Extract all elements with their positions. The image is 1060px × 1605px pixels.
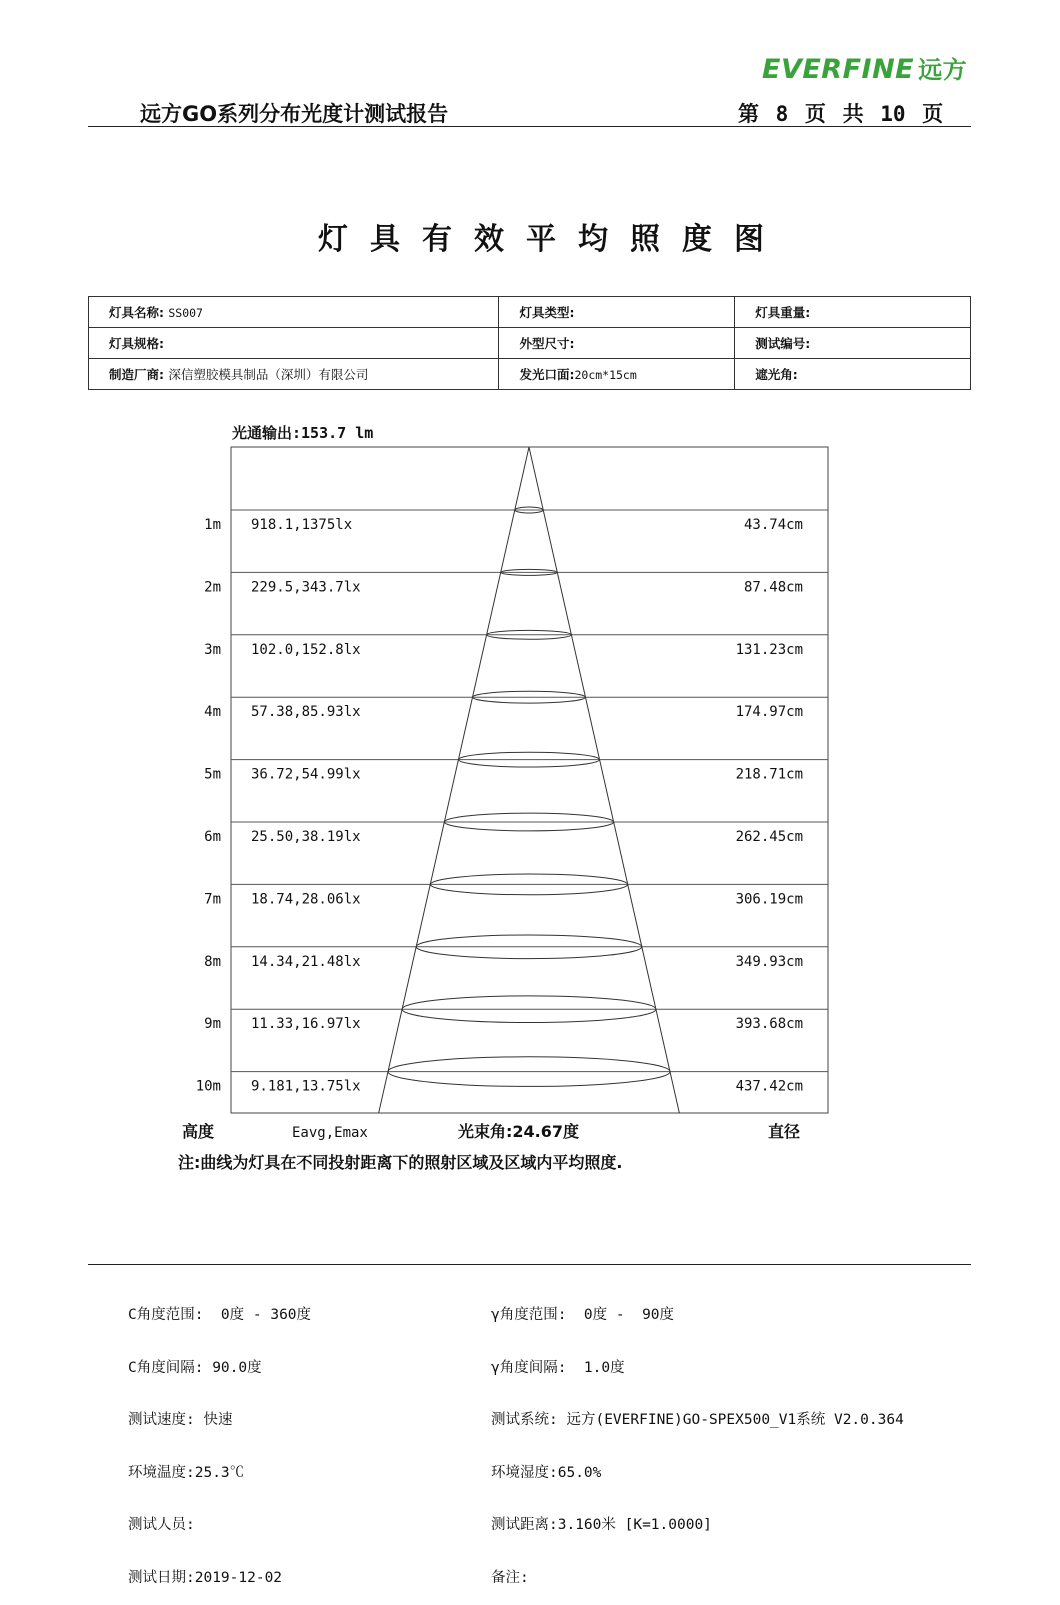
test-params-left	[128, 1272, 311, 1605]
param-line: γ角度间隔: 1.0度	[491, 1359, 625, 1376]
diameter-value: 349.93cm	[735, 953, 803, 970]
param-line: γ角度范围: 0度 - 90度	[491, 1307, 675, 1323]
cone-right-edge	[529, 447, 679, 1113]
param-line: 环境温度:25.3℃	[128, 1464, 245, 1481]
axis-label-height: 高度	[182, 1122, 215, 1141]
chart-note: 注:曲线为灯具在不同投射距离下的照射区域及区域内平均照度.	[178, 1153, 623, 1172]
info-cell: 测试编号:	[735, 328, 971, 359]
diameter-value: 306.19cm	[735, 891, 803, 908]
height-label: 5m	[204, 766, 221, 783]
report-title: 远方GO系列分布光度计测试报告	[140, 102, 449, 126]
diameter-value: 131.23cm	[735, 641, 803, 658]
info-cell: 外型尺寸:	[499, 328, 735, 359]
page-indicator: 第 8 页 共 10 页	[738, 102, 944, 126]
illuminance-value: 918.1,1375lx	[251, 517, 353, 533]
illuminance-value: 9.181,13.75lx	[251, 1078, 361, 1095]
diameter-value: 437.42cm	[735, 1078, 803, 1095]
diameter-value: 262.45cm	[735, 829, 803, 845]
height-label: 10m	[195, 1078, 221, 1095]
test-params-right	[491, 1272, 904, 1605]
param-line: C角度范围: 0度 - 360度	[128, 1307, 312, 1323]
beam-angle-label: 光束角:24.67度	[458, 1122, 580, 1141]
flux-output: 光通输出:153.7 lm	[232, 424, 374, 442]
param-line: 测试日期:2019-12-02	[128, 1569, 283, 1586]
info-cell: 灯具名称: SS007	[89, 297, 499, 328]
info-cell: 灯具重量:	[735, 297, 971, 328]
illuminance-value: 102.0,152.8lx	[251, 641, 361, 658]
param-line: 测试速度: 快速	[128, 1412, 233, 1428]
illuminance-value: 57.38,85.93lx	[251, 704, 361, 721]
height-label: 6m	[204, 829, 221, 845]
height-label: 3m	[204, 641, 221, 658]
param-line: C角度间隔: 90.0度	[128, 1359, 262, 1376]
info-cell: 灯具类型:	[499, 297, 735, 328]
everfine-logo: EVERFINE 远方	[762, 54, 968, 85]
axis-label-diameter: 直径	[768, 1122, 801, 1141]
param-line: 测试距离:3.160米 [K=1.0000]	[491, 1517, 712, 1533]
page-title: 灯具有效平均照度图	[318, 222, 786, 257]
illuminance-value: 229.5,343.7lx	[251, 579, 361, 596]
illuminance-value: 36.72,54.99lx	[251, 766, 361, 783]
diameter-value: 218.71cm	[735, 766, 803, 783]
param-line: 测试人员:	[128, 1517, 195, 1533]
info-cell: 发光口面:20cm*15cm	[499, 359, 735, 390]
footer-divider	[88, 1264, 971, 1265]
cone-left-edge	[379, 447, 529, 1113]
info-cell: 遮光角:	[735, 359, 971, 390]
diameter-value: 87.48cm	[743, 579, 803, 596]
info-cell: 灯具规格:	[89, 328, 499, 359]
height-label: 2m	[204, 579, 221, 596]
height-label: 8m	[204, 953, 221, 970]
diameter-value: 174.97cm	[735, 704, 803, 721]
illuminance-value: 25.50,38.19lx	[251, 829, 361, 845]
height-label: 9m	[204, 1016, 221, 1033]
diameter-value: 43.74cm	[743, 517, 803, 533]
illuminance-value: 14.34,21.48lx	[251, 953, 361, 970]
height-label: 1m	[204, 517, 221, 533]
param-line: 测试系统: 远方(EVERFINE)GO-SPEX500_V1系统 V2.0.364	[491, 1412, 904, 1428]
diameter-value: 393.68cm	[735, 1016, 803, 1033]
axis-label-eavg-emax: Eavg,Emax	[292, 1125, 368, 1141]
param-line: 环境湿度:65.0%	[491, 1464, 602, 1481]
illuminance-value: 11.33,16.97lx	[251, 1016, 361, 1033]
param-line: 备注:	[491, 1569, 529, 1586]
illuminance-value: 18.74,28.06lx	[251, 891, 361, 908]
info-cell: 制造厂商: 深信塑胶模具制品（深圳）有限公司	[89, 359, 499, 390]
height-label: 7m	[204, 891, 221, 908]
height-label: 4m	[204, 704, 221, 721]
